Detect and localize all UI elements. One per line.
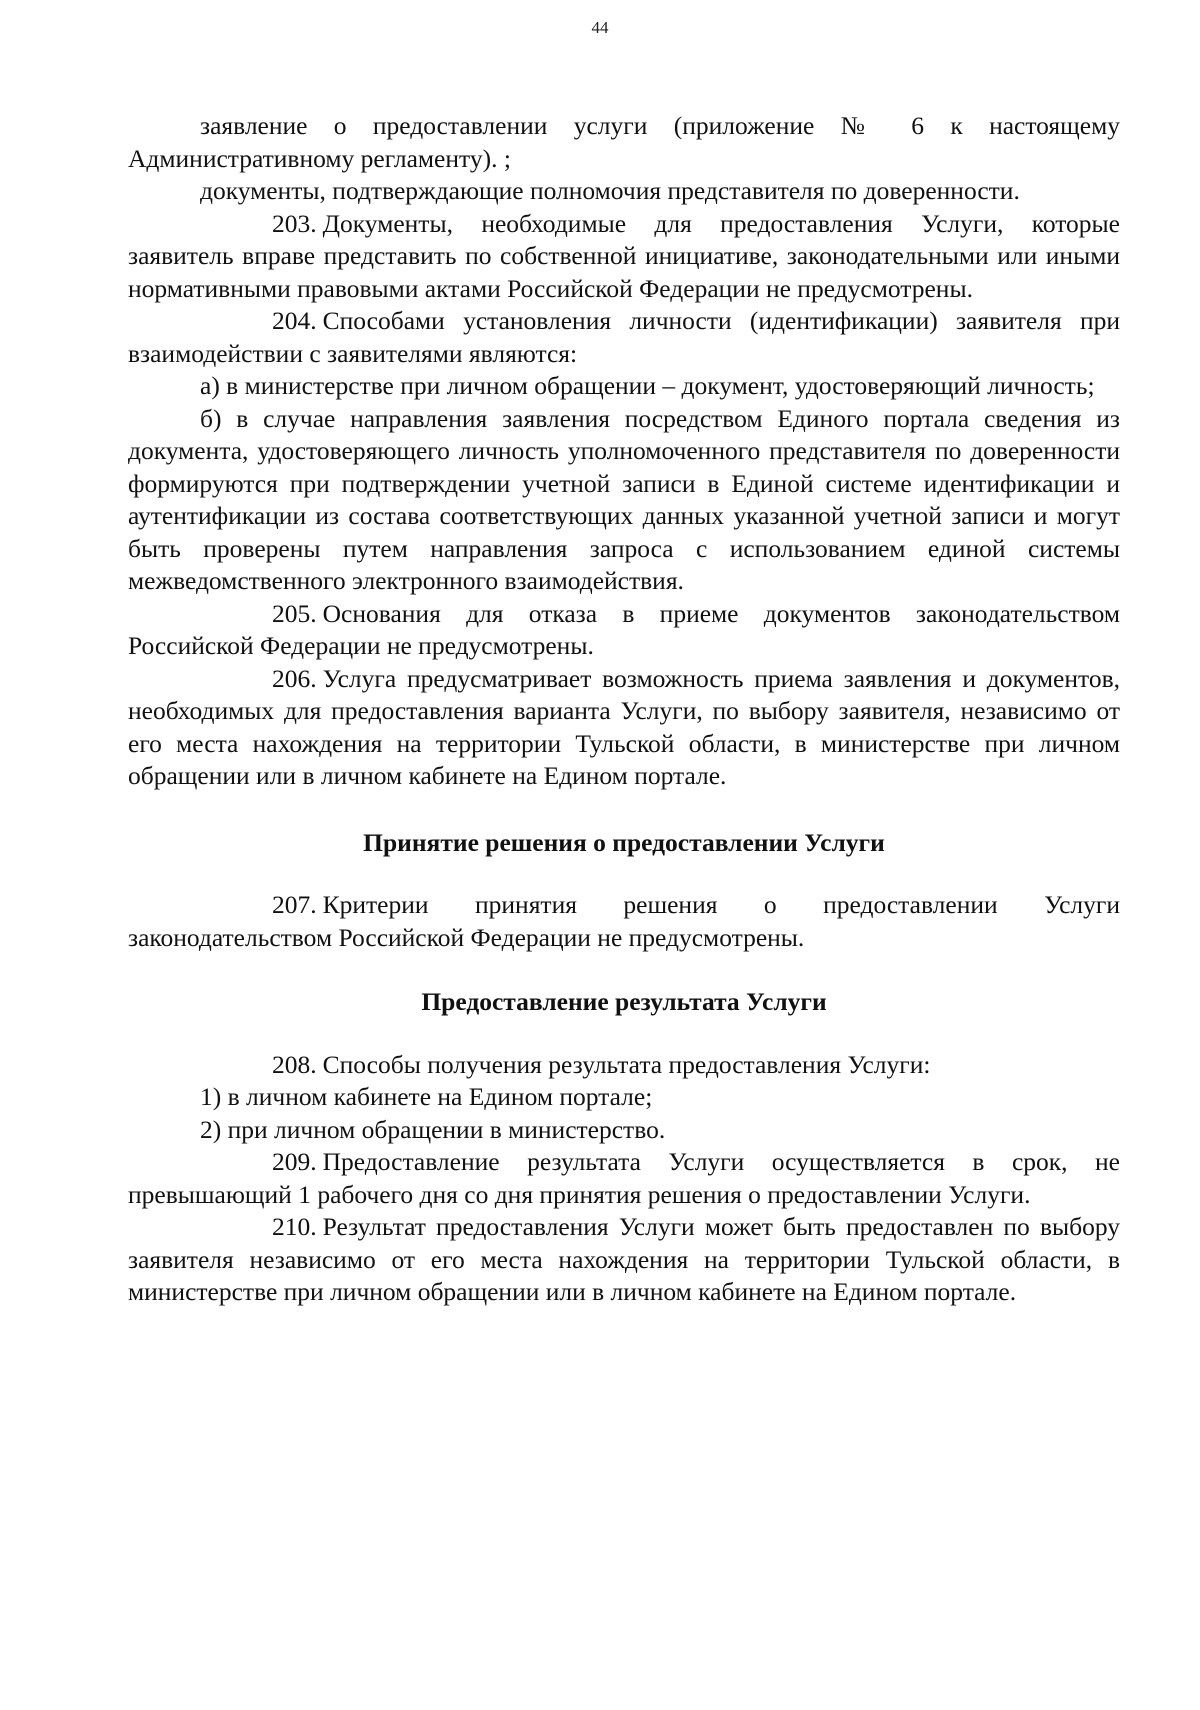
paragraph [128,208,1120,306]
paragraph-number: 204. [272,306,317,335]
paragraph [128,370,1120,403]
section-heading: Принятие решения о предоставлении Услуги [363,827,885,857]
paragraph-text: Критерии принятия решения о предоставлении Услуги законодательством Российской Федерации не предусмотрены. [128,890,1120,952]
paragraph-number: 203. [272,208,317,238]
paragraph-number: 206. [272,663,317,693]
paragraph-text: Способы получения результата предоставления Услуги: [322,1049,931,1079]
paragraph [128,175,1120,208]
paragraph-text: Способами установления личности (идентификации) заявителя при взаимодействии с заявителями являются: [128,306,1120,368]
paragraph [128,1146,1120,1211]
paragraph-number: 208. [272,1049,317,1079]
paragraph [128,598,1120,663]
paragraph-text: 2) при личном обращении в министерство. [200,1114,666,1144]
paragraph-text: Результат предоставления Услуги может быть предоставлен по выбору заявителя независимо от его места нахождения на территории Тульской области, в министерстве при личном обращении или в личном кабинете на Едином портале. [128,1212,1120,1306]
paragraph [128,1114,1120,1147]
paragraph-text: документы, подтверждающие полномочия представителя по доверенности. [200,176,1020,205]
paragraph [128,305,1120,370]
paragraph-number: 205. [272,598,317,628]
paragraph-number: 207. [272,890,317,919]
paragraph-text: заявление о предоставлении услуги (приложение № 6 к настоящему Административному регламенту). ; [128,111,1120,173]
paragraph [128,889,1120,954]
document-body [128,110,1120,1309]
paragraph-number: 210. [272,1212,317,1241]
paragraph-text: а) в министерстве при личном обращении – документ, удостоверяющий личность; [200,371,1095,400]
paragraph-text: б) в случае направления заявления посредством Единого портала сведения из документа, удостоверяющего личность уполномоченного представителя по доверенности формируются при подтверждении учетной записи в Единой системе идентификации и аутентификации из состава соответствующих данных указанной учетной записи и могут быть проверены путем направления запроса с использованием единой системы межведомственного электронного взаимодействия. [128,403,1120,595]
paragraph [128,1049,1120,1082]
paragraph-number: 209. [272,1147,317,1176]
paragraph-text: Основания для отказа в приеме документов законодательством Российской Федерации не предусмотрены. [128,598,1120,660]
page-number: 44 [591,18,609,37]
paragraph [128,663,1120,793]
paragraph-text: Услуга предусматривает возможность приема заявления и документов, необходимых для предоставления варианта Услуги, по выбору заявителя, независимо от его места нахождения на территории Тульской области, в министерстве при личном обращении или в личном кабинете на Едином портале. [128,663,1120,790]
paragraph-text: Предоставление результата Услуги осуществляется в срок, не превышающий 1 рабочего дня со дня принятия решения о предоставлении Услуги. [128,1147,1120,1209]
paragraph [128,110,1120,175]
paragraph [128,1081,1120,1114]
paragraph-text: Документы, необходимые для предоставления Услуги, которые заявитель вправе представить по собственной инициативе, законодательными или иными нормативными правовыми актами Российской Федерации не предусмотрены. [128,208,1120,303]
paragraph [128,1211,1120,1309]
paragraph-text: 1) в личном кабинете на Едином портале; [200,1082,653,1111]
section-heading: Предоставление результата Услуги [421,987,827,1016]
paragraph [128,403,1120,598]
